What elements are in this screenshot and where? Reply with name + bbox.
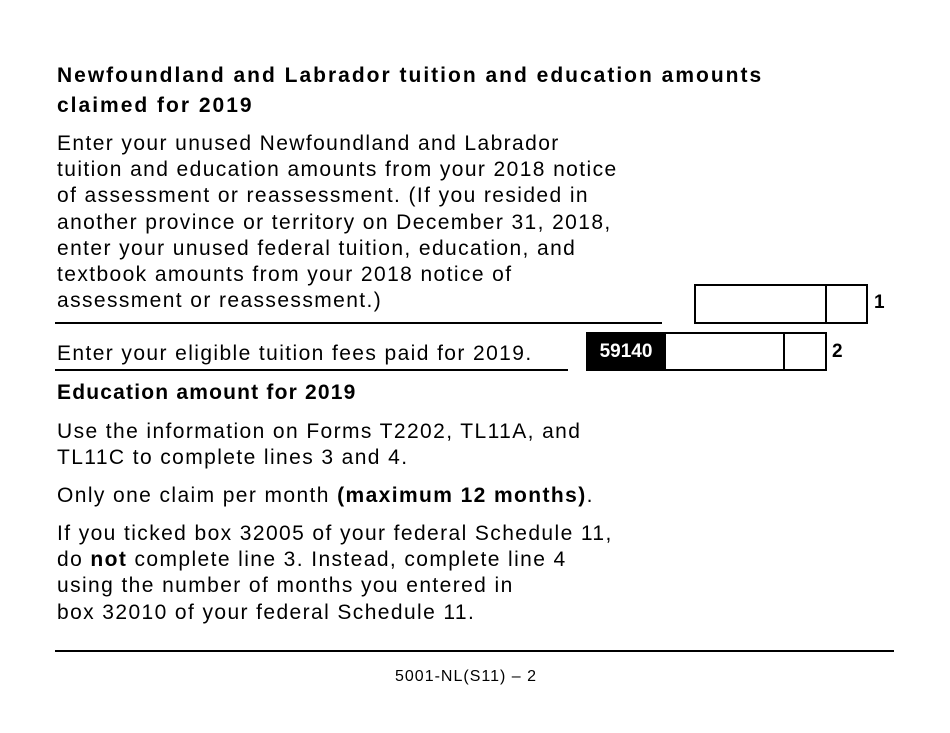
page-title-line-1: Newfoundland and Labrador tuition and education amounts <box>57 64 764 87</box>
paragraph-text: Only one claim per month <box>57 484 338 507</box>
education-heading: Education amount for 2019 <box>57 381 357 404</box>
paragraph-text: . <box>586 484 594 507</box>
paragraph-text: using the number of months you entered in <box>57 574 514 598</box>
line-1-text: enter your unused federal tuition, education, and <box>57 236 577 260</box>
line-1-text: assessment or reassessment.) <box>57 289 383 313</box>
line-2-amount-field[interactable] <box>664 332 827 371</box>
cents-divider <box>783 334 785 369</box>
line-2-rule <box>55 369 568 371</box>
paragraph-text: Use the information on Forms T2202, TL11A, and <box>57 420 582 443</box>
line-1-number: 1 <box>874 292 885 313</box>
paragraph-text: box 32010 of your federal Schedule 11. <box>57 600 476 624</box>
not-emphasis: not <box>90 548 128 572</box>
form-page-id: 5001-NL(S11) – 2 <box>395 668 537 685</box>
cents-divider <box>825 286 827 322</box>
paragraph-text: TL11C to complete lines 3 and 4. <box>57 446 409 470</box>
footer-rule <box>55 650 894 652</box>
line-2-field-code: 59140 <box>586 332 666 371</box>
line-1-amount-field[interactable] <box>694 284 868 324</box>
page-title-line-2: claimed for 2019 <box>57 94 254 117</box>
line-2-number: 2 <box>832 341 843 362</box>
line-1-text: Enter your unused Newfoundland and Labrador <box>57 132 560 155</box>
education-paragraph-3 <box>57 521 613 626</box>
paragraph-text <box>57 547 613 573</box>
paragraph-text: complete line 3. Instead, complete line 4 <box>127 548 567 572</box>
line-1-rule <box>55 322 662 324</box>
line-2-text: Enter your eligible tuition fees paid for 2019. <box>57 342 533 365</box>
paragraph-text: If you ticked box 32005 of your federal Schedule 11, <box>57 522 613 545</box>
maximum-months-emphasis: (maximum 12 months) <box>337 484 587 507</box>
education-paragraph-2 <box>57 483 594 509</box>
line-1-text: of assessment or reassessment. (If you resided in <box>57 184 589 208</box>
line-1-text: tuition and education amounts from your 2018 notice <box>57 158 618 182</box>
education-paragraph-1 <box>57 419 581 471</box>
paragraph-text: do <box>57 548 91 572</box>
line-1-text: another province or territory on December 31, 2018, <box>57 210 612 234</box>
line-1-text: textbook amounts from your 2018 notice of <box>57 263 513 287</box>
line-1-instructions <box>57 131 618 314</box>
